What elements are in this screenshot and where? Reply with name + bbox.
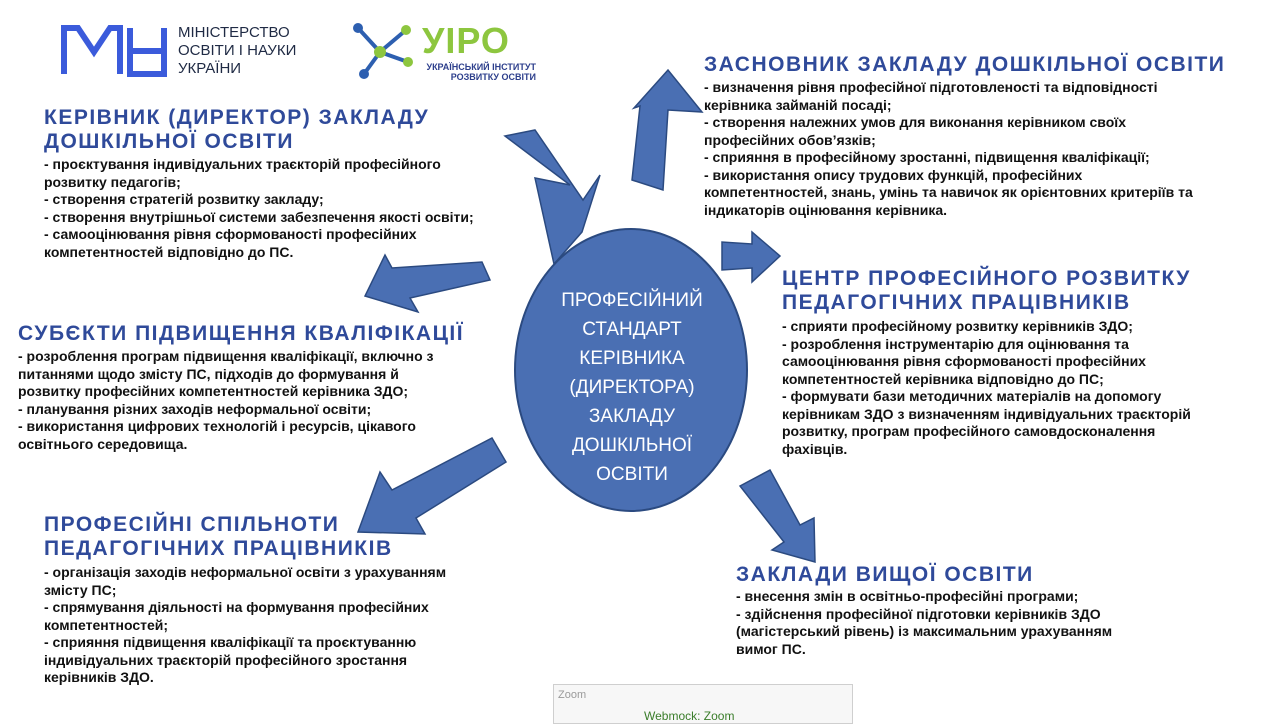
list-item: професійних обов’язків; [704, 131, 876, 148]
ministry-name-line: МІНІСТЕРСТВО [178, 24, 290, 41]
list-item: розвитку педагогів; [44, 173, 181, 190]
list-item: - внесення змін в освітньо-професійні програми; [736, 588, 1079, 604]
list-item: - створення стратегій розвитку закладу; [44, 191, 324, 207]
director-title [44, 106, 429, 154]
list-item: - формувати бази методичних матеріалів на допомогу [782, 388, 1162, 404]
center-line: КЕРІВНИКА [579, 348, 685, 369]
list-item: - створення внутрішньої системи забезпечення якості освіти; [44, 208, 474, 225]
uiro-subtitle-line: УКРАЇНСЬКИЙ ІНСТИТУТ [426, 62, 536, 72]
list-item: компетентностей; [44, 616, 169, 633]
list-item: компетентностей відповідно до ПС. [44, 243, 294, 260]
founder-title [704, 53, 1225, 77]
list-item: - визначення рівня професійної підготовленості та відповідності [704, 79, 1158, 95]
list-item: - самооцінювання рівня сформованості професійних [44, 226, 417, 242]
communities-list [44, 564, 446, 687]
center-dev-title-line: ЦЕНТР ПРОФЕСІЙНОГО РОЗВИТКУ [782, 267, 1191, 290]
list-item: - використання опису трудових функцій, професійних [704, 166, 1083, 183]
list-item: змісту ПС; [44, 581, 117, 598]
center-line: СТАНДАРТ [582, 319, 682, 340]
communities-title-line: ПЕДАГОГІЧНИХ ПРАЦІВНИКІВ [44, 537, 393, 560]
center-line: ДОШКІЛЬНОЇ [571, 435, 693, 456]
list-item: питаннями щодо змісту ПС, підходів до формування й [18, 365, 399, 382]
ministry-name-line: УКРАЇНИ [178, 60, 242, 77]
zoom-value: Webmock: Zoom [644, 709, 735, 723]
center-dev-title-line: ПЕДАГОГІЧНИХ ПРАЦІВНИКІВ [782, 291, 1131, 314]
list-item: - спрямування діяльності на формування професійних [44, 599, 429, 615]
center-line: ПРОФЕСІЙНИЙ [561, 290, 703, 311]
list-item: компетентностей, знань, умінь та навичок як орієнтовних критеріїв та [704, 184, 1193, 200]
list-item: самооцінювання рівня сформованості професійних [782, 353, 1146, 369]
center-line: (ДИРЕКТОРА) [569, 377, 695, 398]
subjects-title [18, 322, 464, 346]
list-item: - здійснення професійної підготовки керівників ЗДО [736, 605, 1101, 622]
list-item: фахівців. [782, 440, 848, 457]
communities-title [44, 513, 393, 561]
director-title-line: КЕРІВНИК (ДИРЕКТОР) ЗАКЛАДУ [44, 106, 430, 129]
list-item: розвитку професійних компетентностей керівника ЗДО; [18, 383, 409, 399]
list-item: (магістерський рівень) із максимальним урахуванням [736, 623, 1113, 639]
list-item: - використання цифрових технологій і ресурсів, цікавого [18, 418, 416, 434]
list-item: керівника займаній посаді; [704, 96, 892, 113]
center-line: ЗАКЛАДУ [588, 406, 676, 427]
list-item: вимог ПС. [736, 640, 806, 657]
uiro-wordmark: УІРО [422, 20, 510, 61]
zoom-label: Zoom [558, 689, 587, 701]
list-item: - сприяти професійному розвитку керівників ЗДО; [782, 318, 1133, 334]
center-dev-list [782, 318, 1191, 458]
list-item: керівників ЗДО. [44, 669, 154, 685]
list-item: - сприяння підвищення кваліфікації та проєктуванню [44, 634, 417, 650]
list-item: - сприяння в професійному зростанні, підвищення кваліфікації; [704, 149, 1150, 165]
arrow-to-center-dev [722, 232, 780, 282]
list-item: - розроблення інструментарію для оцінювання та [782, 335, 1129, 352]
center-line: ОСВІТИ [596, 464, 668, 485]
subjects-title-line: СУБЄКТИ ПІДВИЩЕННЯ КВАЛІФІКАЦІЇ [18, 322, 465, 345]
subjects-list [18, 348, 434, 453]
center-standard-title [540, 286, 724, 489]
list-item: розвитку, програм професійного самовдосконалення [782, 423, 1156, 439]
universities-list [736, 588, 1112, 658]
list-item: - планування різних заходів неформальної освіти; [18, 400, 372, 417]
list-item: освітнього середовища. [18, 435, 188, 452]
founder-title-line: ЗАСНОВНИК ЗАКЛАДУ ДОШКІЛЬНОЇ ОСВІТИ [704, 53, 1226, 76]
list-item: - розроблення програм підвищення кваліфікації, включно з [18, 348, 434, 364]
director-title-line: ДОШКІЛЬНОЇ ОСВІТИ [44, 130, 294, 153]
arrow-to-universities [740, 470, 815, 562]
ministry-name-line: ОСВІТИ І НАУКИ [178, 42, 297, 59]
center-dev-title [782, 267, 1191, 315]
zoom-panel[interactable] [553, 684, 853, 724]
founder-list [704, 79, 1193, 219]
list-item: - організація заходів неформальної освіти з урахуванням [44, 564, 447, 580]
list-item: індивідуальних траєкторій професійного зростання [44, 651, 408, 668]
arrow-to-founder [632, 70, 702, 190]
list-item: керівникам ЗДО з визначенням індивідуальних траєкторій [782, 405, 1191, 422]
director-list [44, 156, 474, 261]
universities-title [736, 563, 1034, 587]
arrow-to-subjects [365, 255, 490, 312]
list-item: - створення належних умов для виконання керівником своїх [704, 114, 1126, 130]
list-item: індикаторів оцінювання керівника. [704, 201, 948, 218]
list-item: - проєктування індивідуальних траєкторій професійного [44, 156, 441, 172]
uiro-subtitle-line: РОЗВИТКУ ОСВІТИ [450, 72, 536, 82]
communities-title-line: ПРОФЕСІЙНІ СПІЛЬНОТИ [44, 513, 340, 536]
list-item: компетентностей керівника відповідно до ПС; [782, 370, 1104, 387]
universities-title-line: ЗАКЛАДИ ВИЩОЇ ОСВІТИ [736, 563, 1034, 586]
